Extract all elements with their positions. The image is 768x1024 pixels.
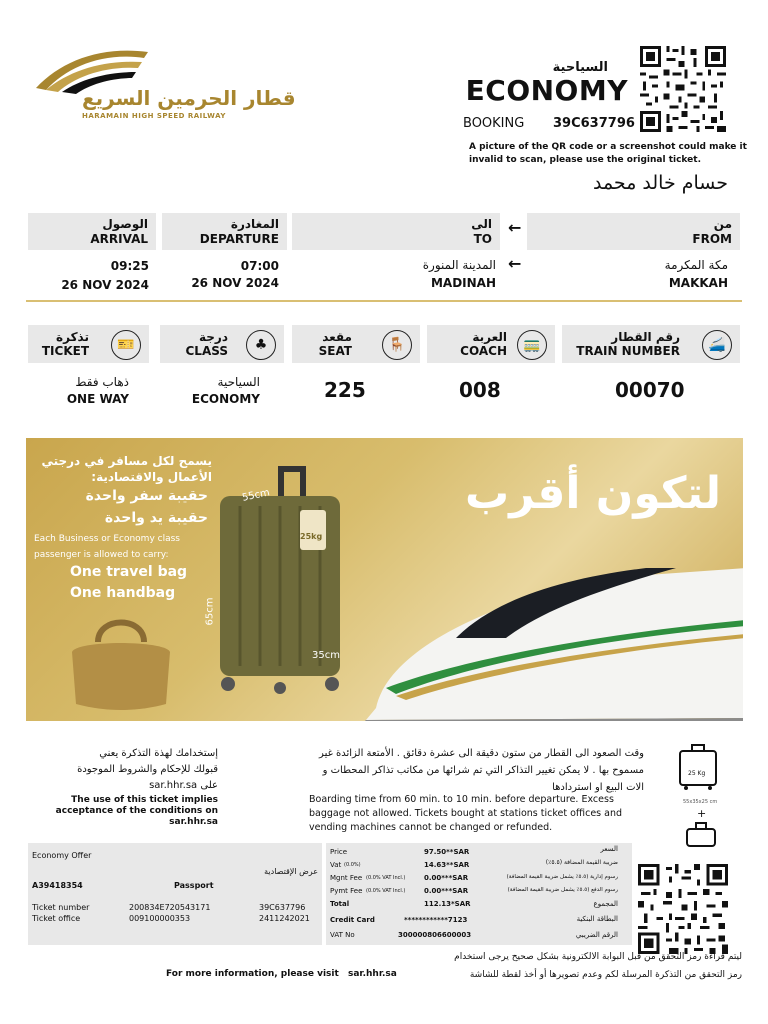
departure-time: 07:00	[240, 259, 279, 273]
coach-card	[427, 325, 555, 363]
arrow-left-icon-2: ←	[508, 254, 522, 273]
footer-info-link[interactable]: sar.hhr.sa	[348, 969, 397, 979]
seat-label-en: SEAT	[318, 344, 352, 358]
train-label-en: TRAIN NUMBER	[576, 344, 680, 358]
total-label: Total	[330, 900, 350, 908]
plus-sign: +	[697, 807, 707, 820]
coach-label-en: COACH	[460, 344, 507, 358]
departure-label-en: DEPARTURE	[199, 232, 279, 246]
allow-en-2: passenger is allowed to carry:	[34, 550, 169, 560]
qr-code-bottom	[638, 864, 728, 954]
from-city-ar: مكة المكرمة	[664, 258, 728, 272]
passenger-name: حسام خالد محمد	[592, 172, 728, 194]
train-image	[346, 538, 743, 721]
ticket-label-en: TICKET	[41, 344, 89, 358]
ticket-value-ar: ذهاب فقط	[75, 375, 129, 389]
luggage-dims: 55x35x25 cm	[683, 799, 718, 805]
card-value: ************7123	[404, 916, 468, 924]
price-label: Price	[330, 848, 348, 856]
terms-en-1: The use of this ticket implies	[71, 795, 218, 805]
class-label-ar: درجة	[199, 330, 228, 344]
ticket-office-value: 009100000353	[129, 914, 191, 923]
arrival-date: 26 NOV 2024	[61, 278, 149, 292]
from-header	[527, 213, 740, 250]
ticket-number-code: 39C637796	[259, 903, 306, 912]
passport-label: Passport	[174, 881, 214, 890]
vat-value: 14.63**SAR	[424, 861, 470, 869]
boarding-ar-2: مسموح بها . لا يمكن تغيير التذاكر التي تم شرائها من مكاتب تذاكر المحطات و	[322, 765, 644, 776]
class-card	[160, 325, 284, 363]
train-icon: 🚄	[702, 330, 732, 360]
allow-ar-2: الأعمال والاقتصادية:	[91, 470, 212, 484]
arrival-label-en: ARRIVAL	[90, 232, 148, 246]
ticket-number-label: Ticket number	[32, 903, 90, 912]
departure-label-ar: المغادرة	[230, 217, 279, 231]
vat-label: Vat	[330, 861, 342, 869]
coach-icon: 🚃	[517, 330, 547, 360]
train-label-ar: رقم القطار	[611, 330, 680, 344]
bag1-en: One travel bag	[70, 564, 188, 580]
seat-card	[292, 325, 420, 363]
coach-value: 008	[459, 378, 501, 402]
arrival-label-ar: الوصول	[102, 217, 148, 231]
vat-ar: ضريبة القيمة المضافة (٥.٥٪)	[545, 859, 618, 866]
arrival-header	[28, 213, 156, 250]
pymt-note: (0.0% VAT Incl.)	[366, 888, 406, 894]
dim-width: 55cm	[241, 487, 271, 504]
fees-box	[326, 843, 632, 945]
boarding-ar-1: وقت الصعود الى القطار من ستون دقيقة الى عشرة دقائق . الأمتعة الزائدة غير	[319, 748, 644, 759]
baggage-banner	[26, 438, 743, 721]
ticket-office-label: Ticket office	[32, 914, 81, 923]
total-ar: المجموع	[593, 900, 618, 908]
arrival-time: 09:25	[110, 259, 149, 273]
mgnt-value: 0.00***SAR	[424, 874, 469, 882]
seat-icon: 🪑	[382, 330, 412, 360]
boarding-en-3: vending machines cannot be changed or refunded.	[309, 822, 553, 833]
ticket-card	[28, 325, 149, 363]
ticket-office-code: 2411242021	[259, 914, 310, 923]
bag1-ar: حقيبة سفر واحدة	[85, 488, 208, 504]
train-number-value: 00070	[615, 378, 685, 402]
class-arabic: السياحية	[552, 60, 608, 75]
qr-code-icon	[638, 864, 728, 954]
tag-weight: 25kg	[300, 532, 323, 541]
logo	[30, 40, 296, 124]
pymt-value: 0.00***SAR	[424, 887, 469, 895]
ticket-icon: 🎫	[111, 330, 141, 360]
boarding-ar-3: الات البيع او استردادها	[552, 782, 644, 793]
mgnt-label: Mgnt Fee	[330, 874, 363, 882]
to-label-ar: الى	[471, 217, 492, 231]
divider-gold	[26, 300, 742, 302]
train-number-card	[562, 325, 740, 363]
to-city-en: MADINAH	[430, 276, 496, 290]
logo-english: HARAMAIN HIGH SPEED RAILWAY	[82, 112, 226, 120]
luggage-icon	[678, 744, 718, 790]
ticket-label-ar: تذكرة	[56, 330, 89, 344]
departure-date: 26 NOV 2024	[191, 276, 279, 290]
handbag-image	[66, 612, 176, 712]
dim-height: 65cm	[204, 597, 216, 626]
terms-en-2: acceptance of the conditions on	[55, 806, 218, 816]
vat-pct: (0.0%)	[344, 862, 361, 868]
suitcase-image	[208, 466, 358, 696]
departure-header	[162, 213, 287, 250]
vatno-label: VAT No	[330, 931, 355, 939]
logo-arabic: قطار الحرمين السريع	[82, 86, 296, 110]
pymt-ar: رسوم الدفع (٥.٥٪ يشمل ضريبة القيمة المضافة)	[507, 887, 618, 893]
pymt-label: Pymt Fee	[330, 887, 363, 895]
from-label-en: FROM	[692, 232, 732, 246]
bag2-ar: حقيبة يد واحدة	[104, 510, 208, 526]
vatno-value: 300000806600003	[398, 931, 472, 939]
total-value: 112.13*SAR	[424, 900, 471, 908]
arrow-left-icon: ←	[508, 218, 522, 237]
bag2-en: One handbag	[70, 585, 176, 601]
to-label-en: TO	[473, 232, 492, 246]
to-header	[292, 213, 500, 250]
terms-ar-2: قبولك للإحكام والشروط الموجودة	[77, 764, 218, 775]
terms-ar-1: إستخدامك لهذة التذكرة يعني	[99, 748, 218, 759]
class-icon: ♣	[246, 330, 276, 360]
class-label-en: CLASS	[185, 344, 228, 358]
offer-box	[28, 843, 322, 945]
mgnt-ar: رسوم إدارية (٥.٥٪ يشمل ضريبة القيمة المضافة)	[506, 874, 618, 880]
verify-ar-1: ليتم قراءة رمز التحقق من قبل البوابة الالكترونية بشكل صحيح يرجى استخدام	[454, 952, 742, 962]
terms-en-3: sar.hhr.sa	[169, 817, 218, 827]
class-value-ar: السياحية	[217, 375, 260, 389]
vatno-ar: الرقم الضريبي	[575, 931, 618, 939]
slogan-arabic: لتكون أقرب	[464, 468, 721, 519]
boarding-en-1: Boarding time from 60 min. to 10 min. before departure. Excess	[309, 794, 614, 805]
card-ar: البطاقة البنكية	[576, 915, 618, 923]
ticket-number-value: 200834E720543171	[129, 903, 211, 912]
class-english: ECONOMY	[465, 74, 628, 107]
dim-depth: 35cm	[312, 650, 340, 661]
offer-id-value: A39418354	[32, 881, 83, 890]
booking-label: BOOKING	[463, 116, 525, 131]
class-value-en: ECONOMY	[191, 392, 260, 406]
qr-code-icon	[640, 46, 726, 132]
verify-ar-2: رمز التحقق من التذكرة المرسلة لكم وعدم تصويرها أو أخذ لقطة للشاشة	[469, 970, 742, 980]
card-label: Credit Card	[330, 916, 375, 924]
allow-ar-1: يسمح لكل مسافر في درجتي	[41, 454, 212, 468]
luggage-weight: 25 Kg	[688, 770, 706, 777]
from-label-ar: من	[713, 217, 732, 231]
offer-title: Economy Offer	[32, 851, 92, 860]
offer-title-ar: عرض الإقتصادية	[264, 867, 318, 876]
boarding-en-2: baggage not allowed. Tickets bought at stations ticket offices and	[309, 808, 623, 819]
terms-ar-3: على sar.hhr.sa	[149, 780, 218, 791]
seat-value: 225	[324, 378, 366, 402]
price-ar: السعر	[600, 845, 618, 853]
allow-en-1: Each Business or Economy class	[34, 534, 180, 544]
handbag-icon	[685, 822, 717, 848]
coach-label-ar: العربة	[472, 330, 507, 344]
mgnt-note: (0.0% VAT Incl.)	[366, 875, 406, 881]
qr-note: A picture of the QR code or a screenshot could make it invalid to scan, please use the original ticket.	[469, 142, 747, 165]
footer-info-text: For more information, please visit	[166, 969, 339, 979]
ticket-value-en: ONE WAY	[66, 392, 129, 406]
qr-code-top	[640, 46, 726, 132]
booking-value: 39C637796	[553, 116, 635, 131]
price-value: 97.50**SAR	[424, 848, 470, 856]
from-city-en: MAKKAH	[668, 276, 728, 290]
to-city-ar: المدينة المنورة	[422, 258, 496, 272]
seat-label-ar: مقعد	[322, 330, 352, 344]
